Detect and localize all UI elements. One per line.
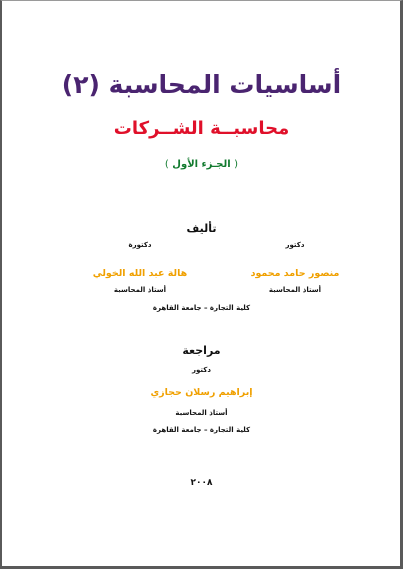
book-title: أساسيات المحاسبة (٢)	[61, 70, 342, 99]
reviewer-affiliation: كلية التجارة – جامعة القاهرة	[152, 426, 251, 434]
author-right	[225, 240, 365, 295]
reviewer-title: دكتور	[192, 366, 211, 374]
book-subtitle: محاسبــة الشــركات	[113, 118, 290, 139]
author-left-position: أستاذ المحاسبة	[113, 286, 167, 294]
reviewer-name: إبراهيم رسلان حجازي	[150, 387, 253, 398]
publication-year: ٢٠٠٨	[190, 478, 213, 488]
book-part	[0, 159, 403, 170]
part-paren-open: (	[234, 159, 239, 170]
authors-affiliation: كلية التجارة – جامعة القاهرة	[152, 304, 251, 312]
author-right-name: منصور حامد محمود	[250, 268, 340, 279]
author-left-title: دكتورة	[128, 241, 152, 249]
part-paren-close: )	[164, 159, 169, 170]
part-label: الجـزء الأول	[172, 159, 231, 170]
author-left-name: هالة عبد الله الخولي	[92, 268, 188, 279]
reviewer-position: أستاذ المحاسبة	[175, 409, 228, 417]
authors-heading: تأليف	[186, 222, 217, 235]
author-left	[70, 240, 210, 295]
review-heading: مراجعة	[182, 344, 221, 357]
author-right-title: دكتور	[285, 241, 305, 249]
author-right-position: أستاذ المحاسبة	[268, 286, 322, 294]
